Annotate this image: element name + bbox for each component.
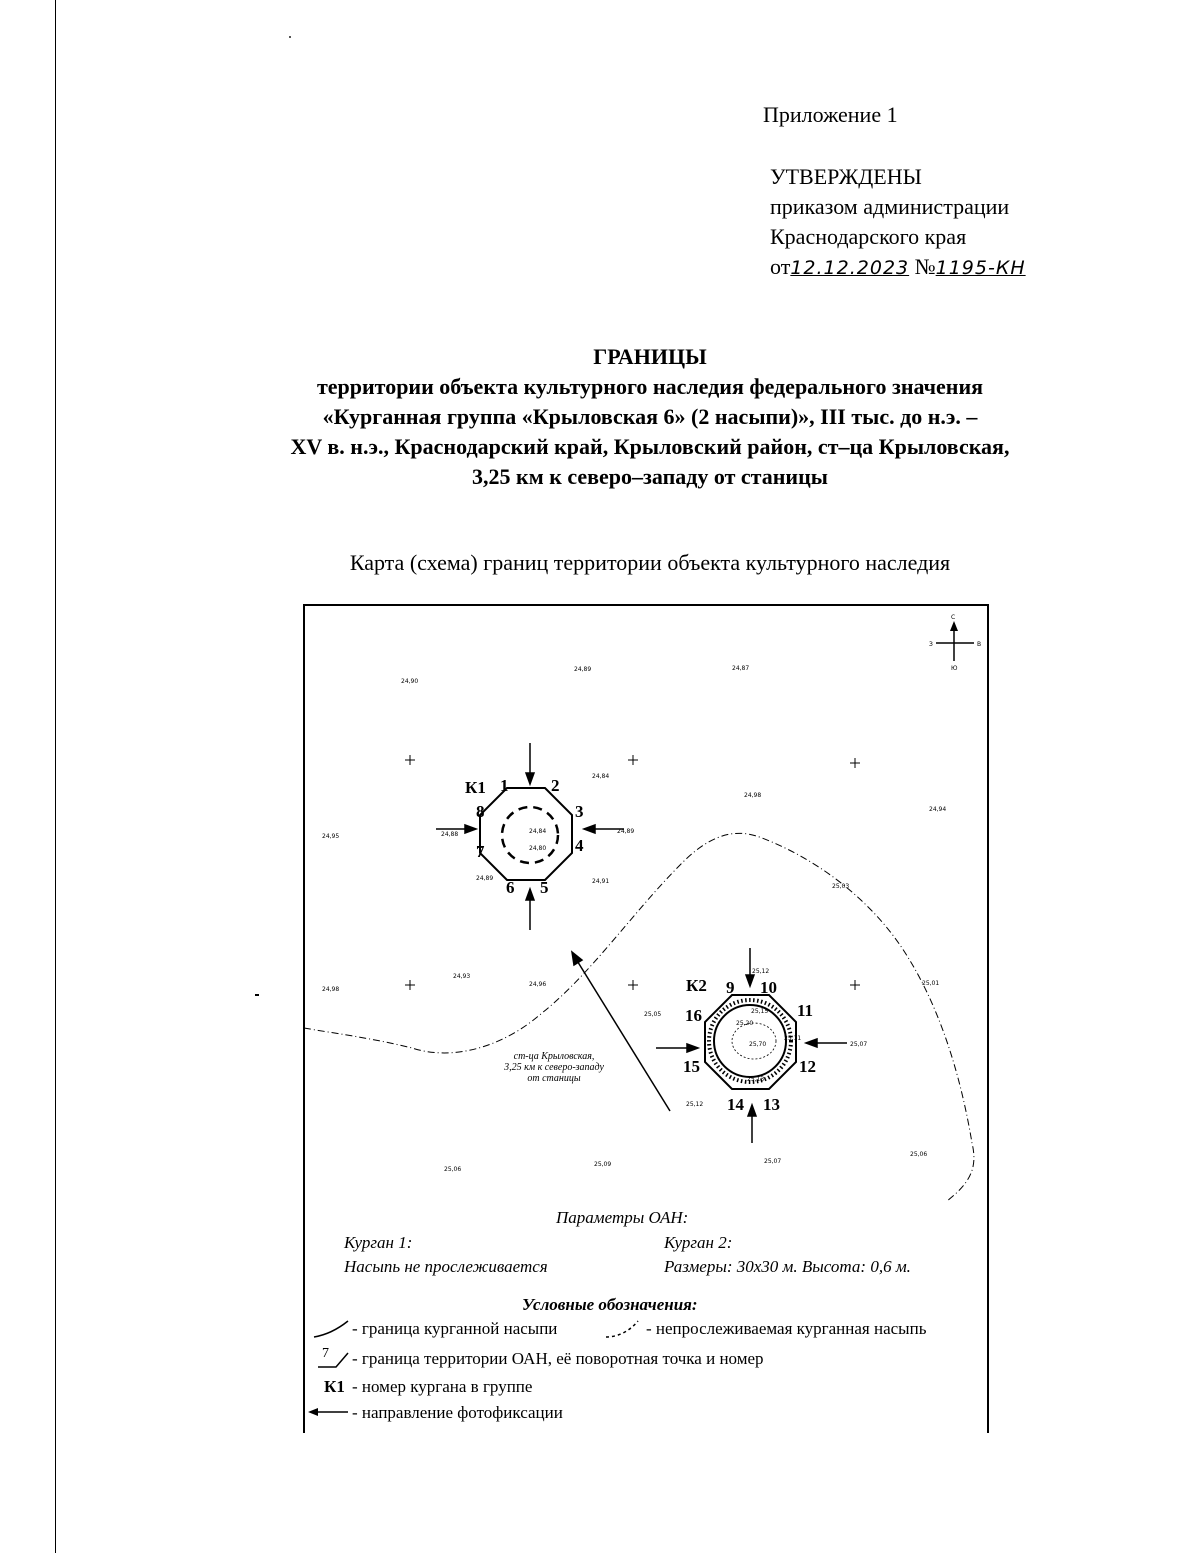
approval-block (770, 162, 1026, 283)
turn-point: 8 (476, 802, 485, 821)
station-note-line: 3,25 км к северо-западу (504, 1062, 604, 1073)
turn-point: 11 (797, 1001, 814, 1020)
turn-point: 13 (763, 1095, 780, 1114)
title-line-4: 3,25 км к северо–западу от станицы (472, 464, 828, 489)
elevation-label: 25,12 (752, 968, 770, 975)
station-boundary-line (304, 833, 974, 1201)
compass-north: С (951, 614, 956, 621)
kurgan-1-param-title: Курган 1: (344, 1233, 413, 1252)
elevation-label: 24,98 (744, 792, 762, 799)
compass-east: В (977, 641, 982, 648)
oan-boundary-symbol-icon (314, 1345, 354, 1373)
elevation-label: 25,03 (832, 883, 850, 890)
elevation-label: 25,70 (749, 1041, 767, 1048)
legend-item-photo-direction: - направление фотофиксации (352, 1403, 563, 1422)
turn-point: 4 (575, 836, 584, 855)
turn-point: 7 (476, 842, 485, 861)
date-prefix: от (770, 254, 791, 279)
kurgan-1-boundary (480, 788, 572, 880)
elevation-labels (322, 665, 946, 1173)
turn-point: 6 (506, 878, 515, 897)
legend-item-untraced-mound: - непрослеживаемая курганная насыпь (646, 1319, 927, 1338)
compass-west: З (929, 641, 933, 648)
kurgan-1-param-text: Насыпь не прослеживается (344, 1257, 548, 1276)
turn-point: 5 (540, 878, 549, 897)
annex-label: Приложение 1 (763, 102, 898, 127)
station-note-line: от станицы (527, 1073, 581, 1084)
station-note-line: ст-ца Крыловская, (513, 1051, 595, 1062)
station-direction-arrow (572, 952, 670, 1111)
page-left-rule (55, 0, 56, 1553)
approval-date-line (770, 252, 1026, 283)
legend-kurgan-symbol: К1 (324, 1377, 345, 1396)
turn-point: 3 (575, 802, 584, 821)
elevation-label: 24,87 (732, 665, 750, 672)
kurgan-2-label: К2 (686, 976, 707, 995)
turn-point: 2 (551, 776, 560, 795)
number-prefix: № (914, 254, 936, 279)
turn-point: 15 (683, 1057, 700, 1076)
kurgan-2-param-text: Размеры: 30х30 м. Высота: 0,6 м. (664, 1257, 911, 1276)
scan-mark (255, 994, 259, 996)
approved-line-2: Краснодарского края (770, 224, 967, 249)
elevation-label: 24,94 (929, 806, 947, 813)
elevation-label: 25,09 (594, 1161, 612, 1168)
elevation-label: 25,05 (644, 1011, 662, 1018)
elevation-label: 24,84 (529, 828, 547, 835)
handwritten-date: 12.12.2023 (790, 257, 910, 279)
elevation-label: 25,11 (784, 1035, 802, 1042)
elevation-label: 25,06 (444, 1166, 462, 1173)
elevation-label: 25,07 (764, 1158, 782, 1165)
elevation-label: 25,15 (751, 1008, 769, 1015)
title-line-1: территории объекта культурного наследия федерального значения (316, 374, 984, 399)
document-title (150, 342, 1150, 492)
elevation-label: 24,91 (592, 878, 610, 885)
compass-south: Ю (951, 665, 958, 672)
elevation-label: 24,84 (592, 773, 610, 780)
turn-point: 1 (500, 776, 509, 795)
elevation-label: 24,89 (574, 666, 592, 673)
boundary-map (302, 603, 992, 1433)
compass-icon (929, 614, 981, 672)
turn-point: 16 (685, 1006, 702, 1025)
untraced-mound-symbol-icon (602, 1317, 652, 1341)
elevation-label: 24,88 (441, 831, 459, 838)
photo-direction-symbol-icon (304, 1403, 354, 1421)
elevation-label: 24,80 (529, 845, 547, 852)
elevation-label: 24,98 (322, 986, 340, 993)
elevation-label: 24,95 (322, 833, 340, 840)
elevation-label: 24,90 (401, 678, 419, 685)
title-line-3: XV в. н.э., Краснодарский край, Крыловский район, ст–ца Крыловская, (290, 434, 1010, 459)
turn-point: 10 (760, 978, 777, 997)
elevation-label: 25,20 (736, 1020, 754, 1027)
params-title: Параметры ОАН: (556, 1208, 689, 1227)
station-note (503, 1051, 604, 1084)
approved-line-1: приказом администрации (770, 194, 1010, 219)
turn-point: 9 (726, 978, 735, 997)
elevation-label: 25,13 (747, 1076, 765, 1083)
title-line-2: «Курганная группа «Крыловская 6» (2 насыпи)», III тыс. до н.э. – (322, 404, 978, 429)
scan-speck (289, 36, 291, 38)
turn-point: 14 (727, 1095, 744, 1114)
legend-item-oan-boundary: - граница территории ОАН, её поворотная точка и номер (352, 1349, 764, 1368)
elevation-label: 25,12 (686, 1101, 704, 1108)
approved-title: УТВЕРЖДЕНЫ (770, 164, 922, 189)
elevation-label: 24,89 (476, 875, 494, 882)
elevation-label: 24,93 (453, 973, 471, 980)
elevation-label: 25,06 (910, 1151, 928, 1158)
handwritten-number: 1195-КН (935, 257, 1026, 279)
elevation-label: 24,89 (617, 828, 635, 835)
legend-title: Условные обозначения: (522, 1295, 698, 1314)
turn-point: 12 (799, 1057, 816, 1076)
elevation-label: 25,07 (850, 1041, 868, 1048)
kurgan-1-label: К1 (465, 778, 486, 797)
kurgan-2-param-title: Курган 2: (664, 1233, 733, 1252)
legend-item-kurgan-number: - номер кургана в группе (352, 1377, 533, 1396)
elevation-label: 25,01 (922, 980, 940, 987)
photo-direction-arrows (436, 743, 624, 930)
title-heading: ГРАНИЦЫ (593, 344, 707, 369)
legend-point-number: 7 (322, 1346, 329, 1361)
elevation-label: 24,96 (529, 981, 547, 988)
legend-item-mound-boundary: - граница курганной насыпи (352, 1319, 558, 1338)
map-subtitle: Карта (схема) границ территории объекта культурного наследия (349, 550, 951, 575)
kurgan-1-untraced-mound (502, 807, 558, 863)
